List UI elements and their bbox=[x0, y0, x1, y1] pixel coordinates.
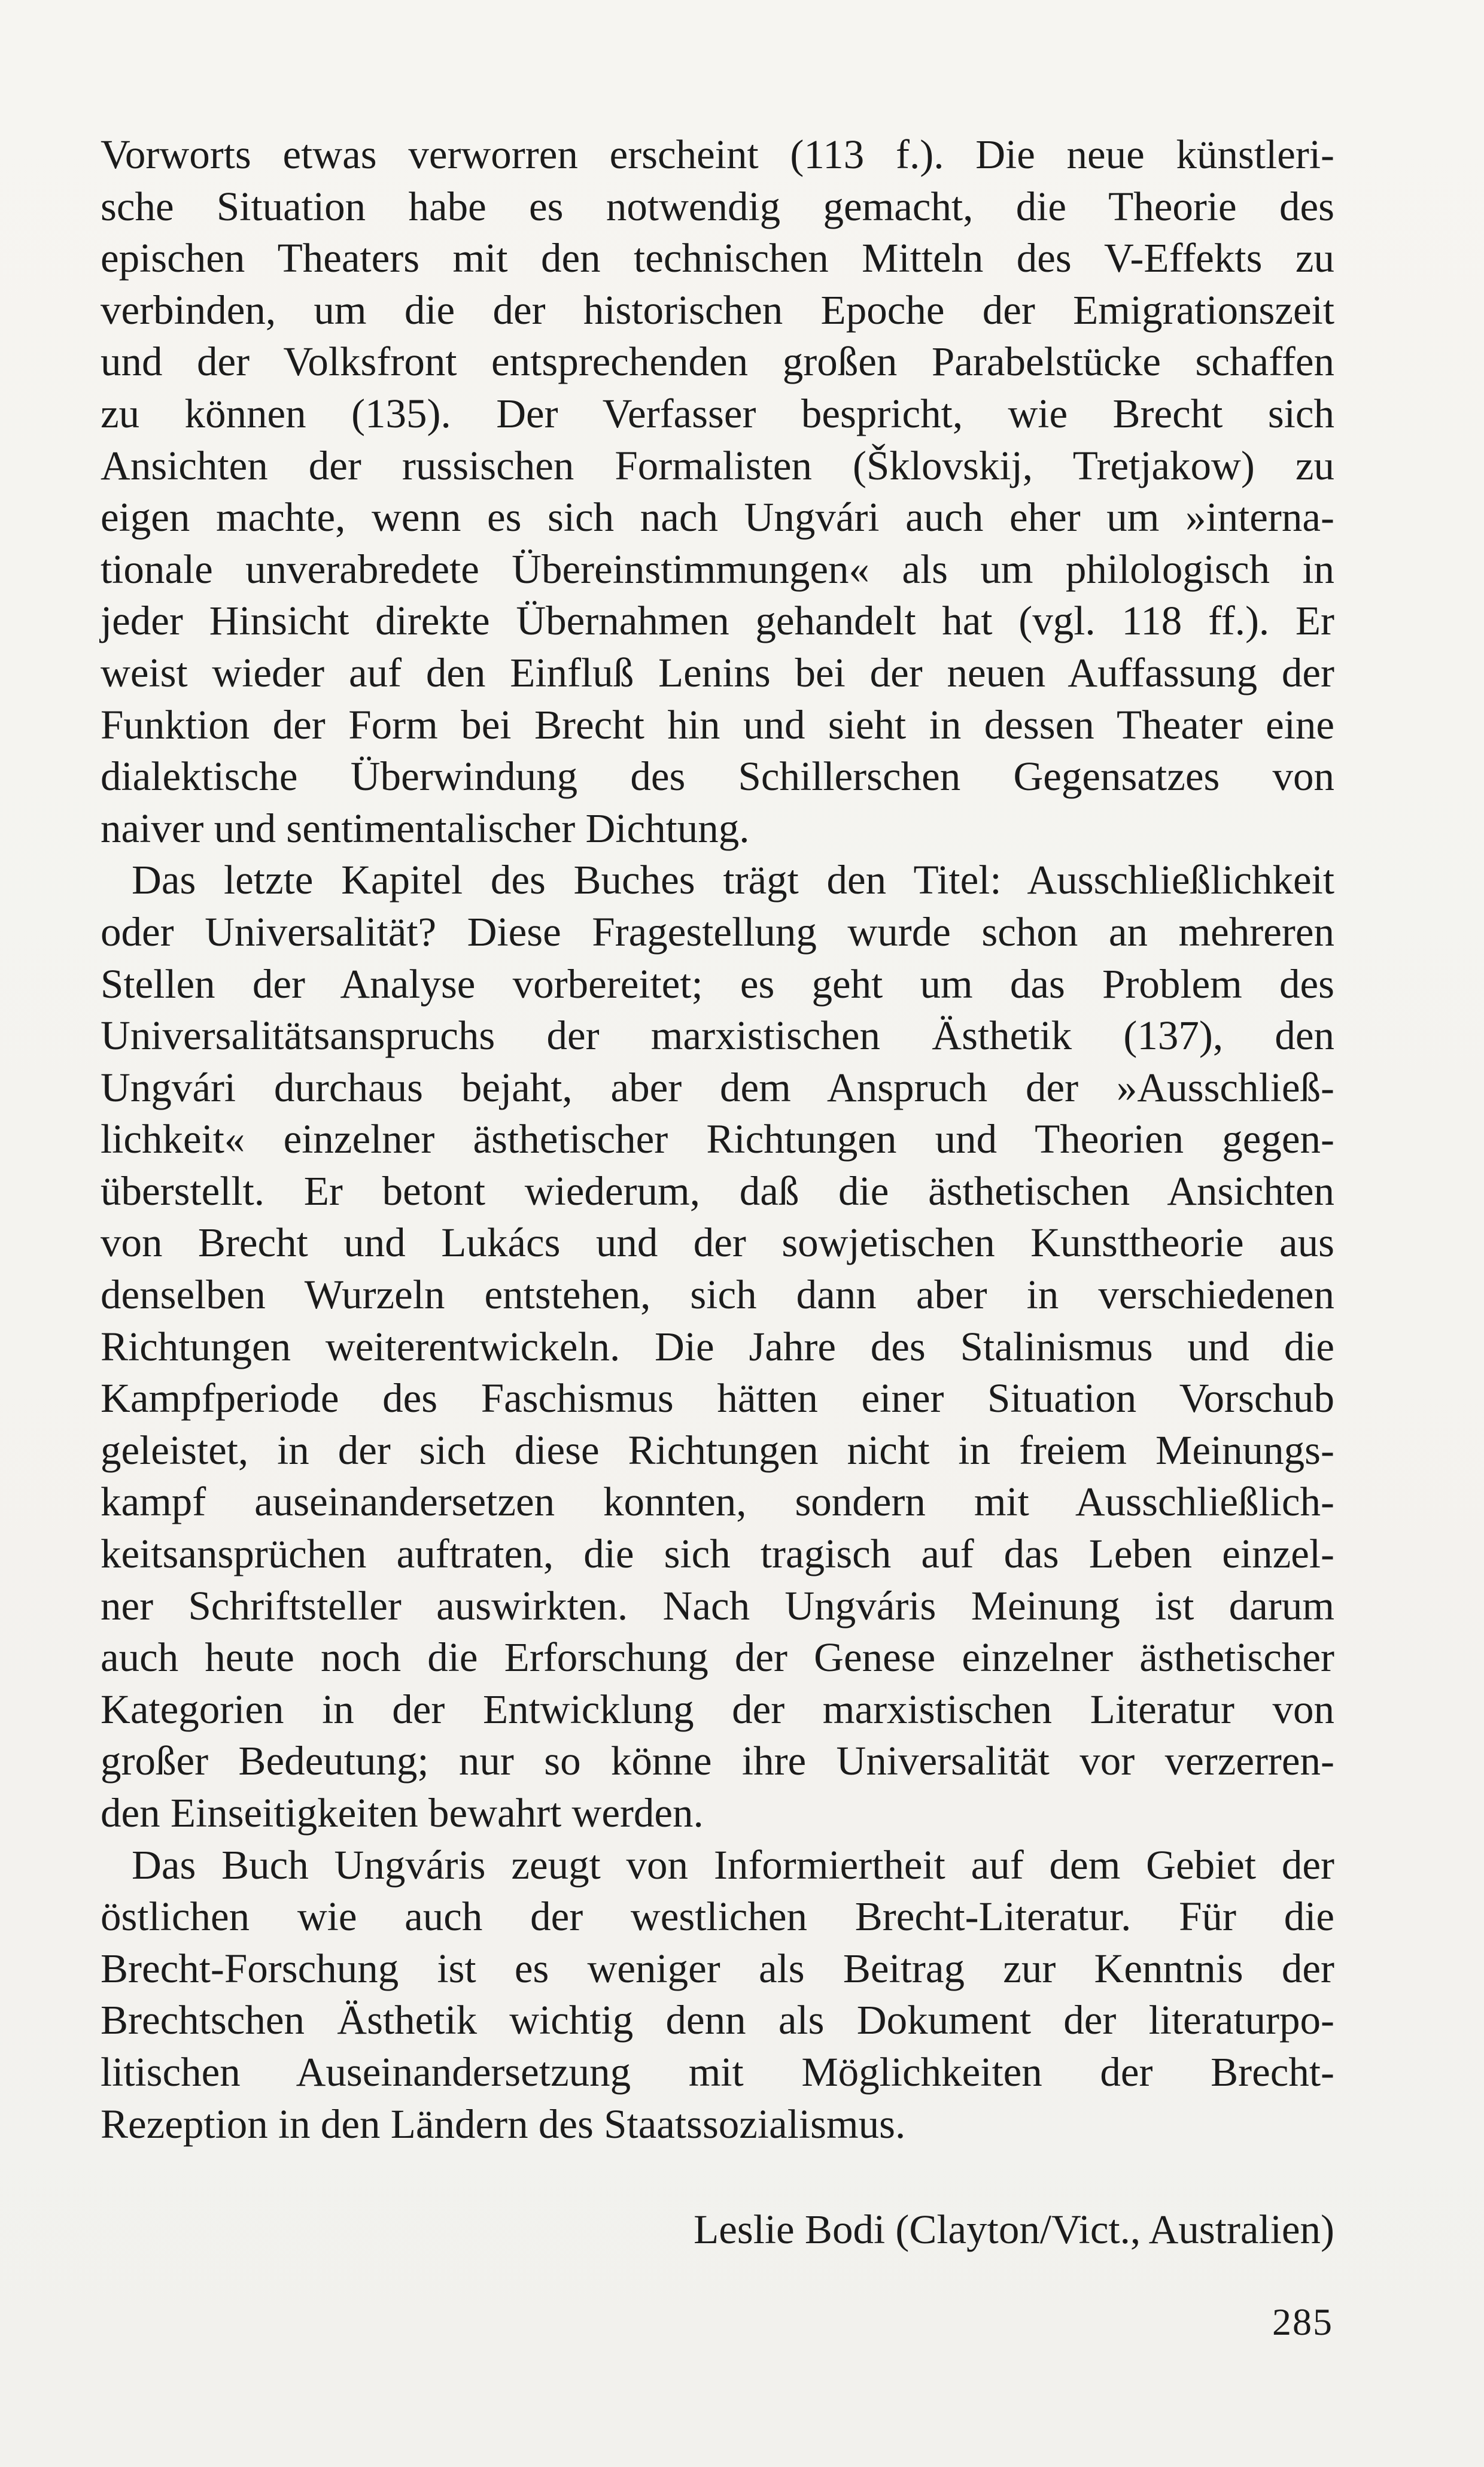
text-line: naiver und sentimentalischer Dichtung. bbox=[101, 805, 750, 851]
review-signature: Leslie Bodi (Clayton/Vict., Australien) bbox=[694, 2207, 1334, 2252]
text-line: Funktion der Form bei Brecht hin und sieht in dessen Theater eine bbox=[101, 701, 1334, 748]
text-line: und der Volksfront entsprechenden großen Parabelstücke schaffen bbox=[101, 339, 1334, 385]
text-line: lichkeit« einzelner ästhetischer Richtungen und Theorien gegen- bbox=[101, 1116, 1334, 1162]
text-line: Rezeption in den Ländern des Staatssozialismus. bbox=[101, 2101, 906, 2147]
text-line: verbinden, um die der historischen Epoche der Emigrationszeit bbox=[101, 287, 1334, 333]
text-line: weist wieder auf den Einfluß Lenins bei der neuen Auffassung der bbox=[101, 649, 1334, 695]
text-line: Ansichten der russischen Formalisten (Šklovskij, Tretjakow) zu bbox=[101, 442, 1334, 488]
text-line: epischen Theaters mit den technischen Mitteln des V-Effekts zu bbox=[101, 235, 1334, 281]
text-line: von Brecht und Lukács und der sowjetischen Kunsttheorie aus bbox=[101, 1220, 1334, 1266]
text-line: Kategorien in der Entwicklung der marxistischen Literatur von bbox=[101, 1686, 1334, 1732]
text-line: dialektische Überwindung des Schillerschen Gegensatzes von bbox=[101, 754, 1334, 800]
text-line: Ungvári durchaus bejaht, aber dem Anspruch der »Ausschließ- bbox=[101, 1064, 1334, 1110]
text-line: Stellen der Analyse vorbereitet; es geht um das Problem des bbox=[101, 961, 1334, 1007]
text-line: sche Situation habe es notwendig gemacht, die Theorie des bbox=[101, 183, 1334, 229]
text-line: Kampfperiode des Faschismus hätten einer Situation Vorschub bbox=[101, 1375, 1334, 1421]
text-line: geleistet, in der sich diese Richtungen nicht in freiem Meinungs- bbox=[101, 1427, 1334, 1473]
text-line: östlichen wie auch der westlichen Brecht-Literatur. Für die bbox=[101, 1894, 1334, 1940]
text-line: tionale unverabredete Übereinstimmungen« als um philologisch in bbox=[101, 546, 1334, 592]
text-line: keitsansprüchen auftraten, die sich tragisch auf das Leben einzel- bbox=[101, 1531, 1334, 1577]
text-line: Das Buch Ungváris zeugt von Informiertheit auf dem Gebiet der bbox=[132, 1842, 1334, 1888]
text-line: Vorworts etwas verworren erscheint (113 f.). Die neue künstleri- bbox=[101, 132, 1334, 177]
text-line: Richtungen weiterentwickeln. Die Jahre des Stalinismus und die bbox=[101, 1323, 1334, 1369]
text-line: zu können (135). Der Verfasser bespricht, wie Brecht sich bbox=[101, 390, 1334, 436]
body-text bbox=[101, 129, 1334, 2150]
text-line: denselben Wurzeln entstehen, sich dann aber in verschiedenen bbox=[101, 1272, 1334, 1318]
page-number: 285 bbox=[1272, 2301, 1333, 2343]
text-line: großer Bedeutung; nur so könne ihre Universalität vor verzerren- bbox=[101, 1738, 1334, 1784]
text-line: Brecht-Forschung ist es weniger als Beitrag zur Kenntnis der bbox=[101, 1945, 1334, 1991]
text-line: Das letzte Kapitel des Buches trägt den Titel: Ausschließlichkeit bbox=[132, 857, 1334, 903]
text-line: Universalitätsanspruchs der marxistischen Ästhetik (137), den bbox=[101, 1013, 1334, 1059]
text-line: ner Schriftsteller auswirkten. Nach Ungváris Meinung ist darum bbox=[101, 1582, 1334, 1629]
text-line: litischen Auseinandersetzung mit Möglichkeiten der Brecht- bbox=[101, 2049, 1334, 2095]
text-line: oder Universalität? Diese Fragestellung wurde schon an mehreren bbox=[101, 909, 1334, 955]
text-line: überstellt. Er betont wiederum, daß die ästhetischen Ansichten bbox=[101, 1168, 1334, 1214]
text-line: Brechtschen Ästhetik wichtig denn als Dokument der literaturpo- bbox=[101, 1997, 1334, 2043]
text-line: jeder Hinsicht direkte Übernahmen gehandelt hat (vgl. 118 ff.). Er bbox=[101, 598, 1334, 644]
text-line: kampf auseinandersetzen konnten, sondern mit Ausschließlich- bbox=[101, 1479, 1334, 1525]
text-line: auch heute noch die Erforschung der Genese einzelner ästhetischer bbox=[101, 1634, 1334, 1681]
text-line: den Einseitigkeiten bewahrt werden. bbox=[101, 1790, 704, 1836]
text-line: eigen machte, wenn es sich nach Ungvári auch eher um »interna- bbox=[101, 494, 1334, 540]
